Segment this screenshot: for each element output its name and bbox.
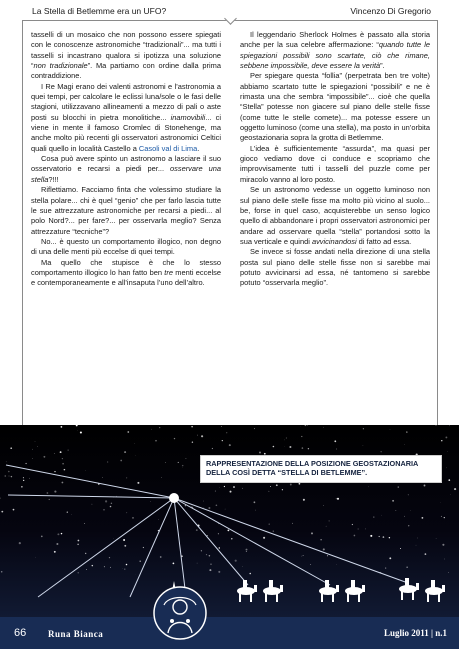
page-footer [0,617,459,649]
page-header [0,0,459,22]
paragraph: Il leggendario Sherlock Holmes è passato alla storia anche per la sua celebre affermazione: “quando tutte le spiegazioni possibili sono scartate, ciò che rimane, sebbene impossibile, deve essere la verità”. [240,30,430,71]
left-column [31,30,221,289]
paragraph: Cosa può avere spinto un astronomo a lasciare il suo osservatorio e recarsi a piedi per... osservare una stella?!!! [31,154,222,184]
article-author: Vincenzo Di Gregorio [350,6,431,16]
right-column [240,30,430,289]
paragraph: L’idea è sufficientemente “assurda”, ma quasi per gioco vediamo dove ci conduce e scopriamo che improvvisamente tutti i tasselli del puzzle come per miracolo vanno al loro posto. [240,143,430,184]
stars [0,425,456,575]
paragraph: tasselli di un mosaico che non possono essere spiegati con le conoscenze astronomiche “tradizionali”... ma tutti i tasselli si incastrano qualora si ipotizza una soluzione “non tradizionale”. Ma partiamo con ordine dalla prima contraddizione. [31,30,221,81]
sight-lines [6,465,408,597]
magazine-logo [152,585,208,641]
magazine-name: Runa Bianca [48,629,104,639]
article-title: La Stella di Betlemme era un UFO? [32,6,167,16]
star-illustration [0,425,459,617]
casoli-link[interactable]: Casoli val di Lima [138,143,198,153]
paragraph: Per spiegare questa “follia” (perpetrata ben tre volte) abbiamo scartato tutte le spiegazioni “possibili” e ne è rimasta una che sembra “impossibile”... cioè che quella “Stella” potesse non giacere sul piano delle stelle fisse (come tutte le stelle comete)... ma potesse essere un oggetto luminoso (come una stella), ma posto in un’orbita geostazionaria sopra la grotta di Betlemme. [240,71,430,143]
starfield [0,425,459,617]
paragraph: Ma quello che stupisce è che lo stesso comportamento illogico lo han fatto ben tre menti eccelse e contemporaneamente e all’insaputa l’uno dell’altro. [31,257,221,288]
paragraph: Se invece si fosse andati nella direzione di una stella posta sul piano delle stelle fisse non si sarebbe mai potuto avvicinarsi ad essa, né tantomeno si sarebbe potuto “osservarla meglio”. [240,247,430,288]
paragraph: No... è questo un comportamento illogico, non degno di una delle menti più eccelse di quei tempi. [31,236,221,257]
header-tick [224,12,237,25]
paragraph: I Re Magi erano dei valenti astronomi e l’astronomia a quei tempi, per calcolare le eclissi luna/sole o le fasi delle stagioni, utilizzavano allineamenti a mezzo di pali o aste posti su blocchi in pietra monolitiche... inamovibili... ci viene in mente il famoso Cromlec di Stonehenge, ma anche molto più recenti gli osservatori astronomici Celtici quali quello in località Castello a Casoli val di Lima. [31,81,222,153]
bethlehem-star [169,493,179,503]
caravan [237,578,445,602]
page-number: 66 [14,627,27,639]
paragraph: Se un astronomo vedesse un oggetto luminoso non sul piano delle stelle fisse ma molto più vicino al suolo... be, forse in quel caso, acquisterebbe un senso logico quello di abbandonare i propri osservatori astronomici per andare ad osservare quella “stella” portandosi sotto la sua verticale e quindi avvicinandosi di fatto ad essa. [240,185,430,246]
paragraph: Riflettiamo. Facciamo finta che volessimo studiare la stella polare... chi è quel “genio” che per farlo lascia tutte le sue attrezzature astronomiche per recarsi a piedi... al polo Nord?... per fare?... per osservarla meglio? Senza attrezzature “tecniche”? [31,185,221,236]
illustration-caption: RAPPRESENTAZIONE DELLA POSIZIONE GEOSTAZIONARIA DELLA COSÌ DETTA “STELLA DI BETLEMME”. [200,455,442,483]
issue-date: Luglio 2011 | n.1 [384,628,447,638]
